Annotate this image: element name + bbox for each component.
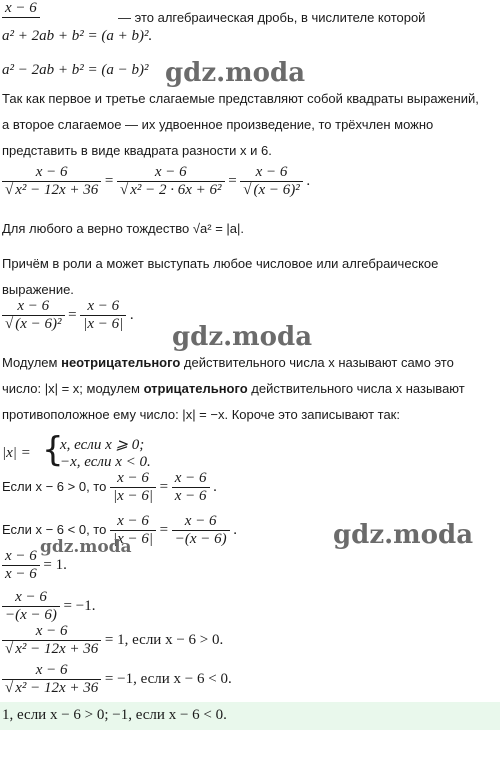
fraction (2, 298, 65, 333)
numerator: x − 6 (17, 298, 50, 314)
sqrt-content: x² − 12x + 36 (15, 641, 99, 657)
para2-line2: выражение. (2, 282, 74, 297)
text: Модулем (2, 355, 62, 370)
numerator: x − 6 (184, 513, 217, 529)
equals-one-if: = 1, если x − 6 > 0. (104, 631, 224, 648)
text: число: |x| = x; модулем (2, 381, 144, 396)
numerator: x − 6 (117, 513, 149, 529)
sqrt-content: (x − 6)² (253, 182, 300, 198)
case-text: Если x − 6 > 0, то (2, 478, 107, 494)
top-fraction (2, 0, 40, 20)
denominator: x − 6 (2, 565, 40, 583)
bold-term: неотрицательного (61, 355, 181, 370)
numerator: x − 6 (5, 0, 37, 16)
denominator: √ x² − 12x + 36 (2, 679, 101, 697)
para2-line1: Причём в роли a может выступать любое числовое или алгебраическое (2, 256, 439, 271)
fraction (172, 470, 210, 505)
fraction (2, 589, 60, 624)
identity-square: a² + 2ab + b² = (a + b)². (2, 28, 153, 44)
fraction (2, 548, 40, 583)
answer: 1, если x − 6 > 0; −1, если x − 6 < 0. (2, 707, 227, 723)
case-positive: Если x − 6 > 0, то $\frac{x - 6}{|x - 6|}$ = $\frac{x - 6}{x - 6}$ . (2, 470, 217, 504)
equals-minus-one: = −1. (63, 597, 96, 614)
final-eq-2 (2, 662, 232, 697)
fraction (2, 164, 101, 199)
fraction (240, 164, 303, 199)
numerator: x − 6 (255, 164, 288, 180)
final-eq-1 (2, 623, 223, 658)
sqrt-content: (x − 6)² (15, 316, 62, 332)
fraction (110, 470, 156, 505)
denominator: |x − 6| (110, 487, 156, 505)
text: действительного числа x называют (247, 381, 465, 396)
denominator: −(x − 6) (2, 606, 60, 624)
abs-case-2: −x, если x < 0. (60, 454, 151, 470)
equals: = (159, 478, 169, 495)
denominator: √ x² − 12x + 36 (2, 181, 101, 199)
case-text: Если x − 6 < 0, то (2, 521, 107, 537)
fraction (2, 662, 101, 697)
fraction (2, 0, 40, 20)
numerator: x − 6 (15, 589, 47, 605)
numerator: x − 6 (87, 298, 120, 314)
brace: { (42, 430, 64, 470)
equals-one: = 1. (43, 556, 67, 573)
abs-case-1: x, если x ⩾ 0; (60, 437, 145, 453)
para1-line2: а второе слагаемое — их удвоенное произведение, то трёхчлен можно (2, 117, 434, 132)
equals: = (104, 172, 114, 189)
fraction (117, 164, 225, 199)
text: действительного числа x называют само это (180, 355, 454, 370)
equals-minus-one-if: = −1, если x − 6 < 0. (104, 670, 232, 687)
denominator: |x − 6| (110, 530, 156, 548)
result-minus-one (2, 589, 95, 624)
para3-line3: противоположное ему число: |x| = −x. Короче это записывают так: (2, 407, 400, 422)
numerator: x − 6 (154, 164, 187, 180)
equals: = (159, 521, 169, 538)
denominator: |x − 6| (80, 315, 126, 333)
identity-diff: a² − 2ab + b² = (a − b)² (2, 62, 149, 78)
para1-line3: представить в виде квадрата разности x и 6. (2, 143, 272, 158)
sqrt-content: x² − 12x + 36 (15, 680, 99, 696)
fraction (172, 513, 230, 548)
para1-line1: Так как первое и третье слагаемые представляют собой квадраты выражений, (2, 91, 479, 106)
numerator: x − 6 (117, 470, 149, 486)
denominator: √ (x − 6)² (2, 315, 65, 333)
denominator: √ x² − 2 · 6x + 6² (117, 181, 225, 199)
numerator: x − 6 (35, 662, 68, 678)
fraction (2, 623, 101, 658)
equals: = (228, 172, 237, 189)
text-line-1: — это алгебраическая дробь, в числителе которой (118, 10, 426, 25)
sqrt-identity: Для любого a верно тождество √a² = |a|. (2, 221, 244, 236)
para3-line1 (2, 355, 454, 370)
denominator: −(x − 6) (172, 530, 230, 548)
para3-line2 (2, 381, 465, 396)
numerator: x − 6 (35, 164, 68, 180)
denominator (2, 17, 40, 20)
fraction-chain-2: $\frac{x - 6}{\text{√ (x − 6)²}}$ = $\frac{x - 6}{|x - 6|}$ . (2, 298, 134, 333)
denominator: √ x² − 12x + 36 (2, 640, 101, 658)
denominator: √ (x − 6)² (240, 181, 303, 199)
numerator: x − 6 (5, 548, 37, 564)
case-negative: Если x − 6 < 0, то $\frac{x - 6}{|x - 6|}$ = $\frac{x - 6}{-(x - 6)}$ . (2, 513, 237, 547)
bold-term: отрицательного (143, 381, 248, 396)
watermark: gdz.moda (165, 58, 306, 88)
fraction-chain-1: $\frac{x - 6}{\text{√ x² − 12x + 36}}$ = $\frac{x - 6}{\text{√ x² − 2 · 6x + 6²}}$ = $\frac{x - 6}{\text{√ (x − 6)²}}$ . (2, 164, 310, 199)
equals: = (68, 306, 77, 323)
watermark: gdz.moda (40, 537, 132, 557)
sqrt-content: x² − 12x + 36 (15, 182, 99, 198)
watermark: gdz.moda (172, 322, 313, 352)
abs-lhs: |x| = (2, 445, 31, 461)
numerator: x − 6 (174, 470, 207, 486)
watermark: gdz.moda (333, 520, 474, 550)
sqrt-content: x² − 2 · 6x + 6² (130, 182, 222, 198)
denominator: x − 6 (172, 487, 210, 505)
fraction (80, 298, 126, 333)
numerator: x − 6 (35, 623, 68, 639)
